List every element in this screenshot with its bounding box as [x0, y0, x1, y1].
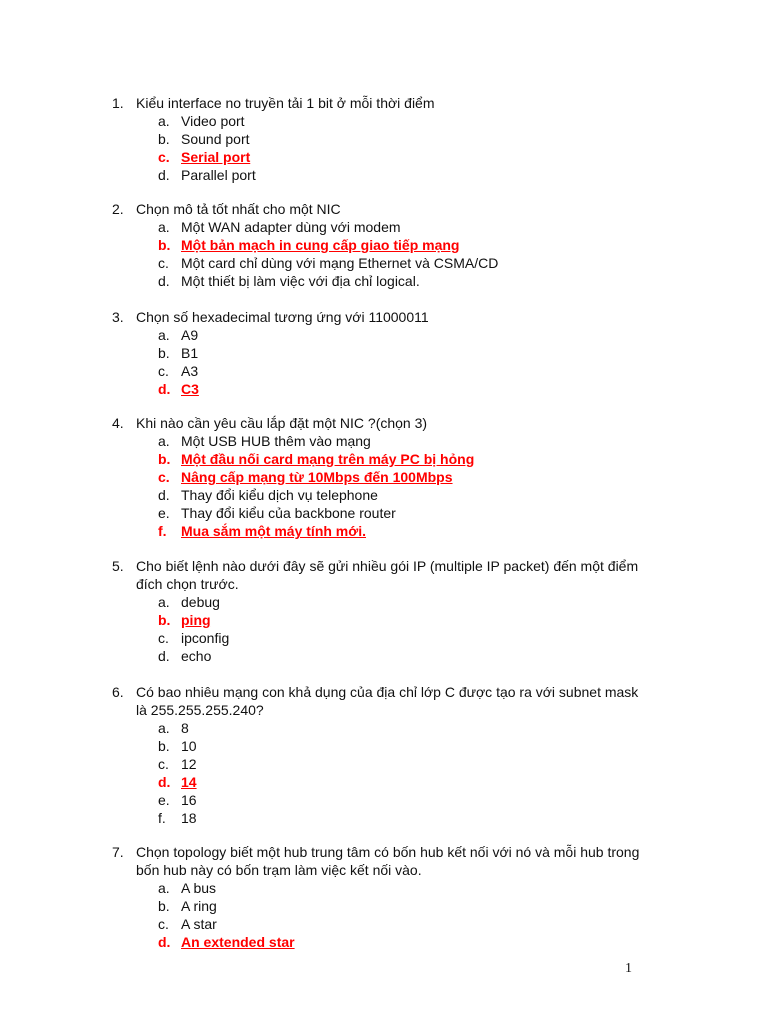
question-text: Khi nào cần yêu cầu lắp đặt một NIC ?(chọn 3) [136, 415, 428, 431]
option-text: B1 [181, 345, 199, 361]
option-text: 8 [181, 720, 189, 736]
option-text: 16 [181, 792, 197, 808]
question-number: 1. [112, 95, 124, 111]
question-text: Chọn mô tả tốt nhất cho một NIC [136, 201, 341, 217]
question-6 [0, 683, 768, 827]
option-letter: d. [158, 487, 170, 503]
answer-option [0, 897, 768, 915]
option-text: 10 [181, 738, 197, 754]
question-5 [0, 557, 768, 665]
answer-option-correct [0, 773, 768, 791]
answer-option-correct [0, 468, 768, 486]
answer-option [0, 809, 768, 827]
option-text: Thay đổi kiểu của backbone router [181, 505, 396, 521]
option-text: Nâng cấp mạng từ 10Mbps đến 100Mbps [181, 469, 453, 485]
answer-option-correct [0, 380, 768, 398]
option-letter: c. [158, 363, 169, 379]
question-text: Chọn topology biết một hub trung tâm có bốn hub kết nối với nó và mỗi hub trong [136, 844, 640, 860]
question-number: 3. [112, 309, 124, 325]
option-letter: f. [158, 810, 166, 826]
option-letter: b. [158, 237, 171, 253]
question-line [0, 861, 768, 879]
question-line [0, 557, 768, 575]
answer-option [0, 629, 768, 647]
option-text: Một đầu nối card mạng trên máy PC bị hỏng [181, 451, 475, 467]
question-number: 2. [112, 201, 124, 217]
question-4 [0, 414, 768, 540]
answer-option-correct [0, 450, 768, 468]
option-letter: c. [158, 255, 169, 271]
option-text: echo [181, 648, 212, 664]
answer-option [0, 326, 768, 344]
option-text: Sound port [181, 131, 250, 147]
option-letter: b. [158, 345, 170, 361]
question-number: 7. [112, 844, 124, 860]
question-number: 6. [112, 684, 124, 700]
answer-option [0, 719, 768, 737]
question-number: 5. [112, 558, 124, 574]
option-letter: a. [158, 219, 170, 235]
answer-option [0, 647, 768, 665]
question-3 [0, 308, 768, 398]
answer-option [0, 362, 768, 380]
question-2 [0, 200, 768, 290]
option-text: Serial port [181, 149, 251, 165]
answer-option [0, 218, 768, 236]
option-text: A9 [181, 327, 199, 343]
answer-option [0, 791, 768, 809]
question-text: bốn hub này có bốn trạm làm việc kết nối vào. [136, 862, 422, 878]
option-text: A ring [181, 898, 217, 914]
question-1 [0, 94, 768, 184]
option-text: Một bản mạch in cung cấp giao tiếp mạng [181, 237, 460, 253]
answer-option-correct [0, 933, 768, 951]
answer-option [0, 344, 768, 362]
option-letter: b. [158, 738, 170, 754]
page-number: 1 [625, 961, 632, 976]
option-letter: d. [158, 648, 170, 664]
answer-option [0, 879, 768, 897]
option-letter: a. [158, 880, 170, 896]
question-line [0, 683, 768, 701]
option-letter: f. [158, 523, 167, 539]
option-letter: c. [158, 630, 169, 646]
option-text: A bus [181, 880, 217, 896]
option-letter: c. [158, 469, 170, 485]
answer-option [0, 166, 768, 184]
option-text: 18 [181, 810, 197, 826]
option-text: Một thiết bị làm việc với địa chỉ logical. [181, 273, 420, 289]
option-letter: c. [158, 916, 169, 932]
option-letter: b. [158, 898, 170, 914]
option-letter: a. [158, 327, 170, 343]
question-line [0, 200, 768, 218]
question-text: đích chọn trước. [136, 576, 239, 592]
answer-option [0, 504, 768, 522]
option-text: Mua sắm một máy tính mới. [181, 523, 366, 539]
option-letter: b. [158, 451, 171, 467]
option-text: A3 [181, 363, 199, 379]
question-text: Cho biết lệnh nào dưới đây sẽ gửi nhiều gói IP (multiple IP packet) đến một điểm [136, 558, 639, 574]
option-letter: d. [158, 774, 171, 790]
answer-option [0, 130, 768, 148]
option-letter: d. [158, 167, 170, 183]
option-text: Parallel port [181, 167, 256, 183]
question-text: Chọn số hexadecimal tương ứng với 11000011 [136, 309, 429, 325]
option-text: A star [181, 916, 217, 932]
option-letter: e. [158, 792, 170, 808]
question-text: Kiểu interface no truyền tải 1 bit ở mỗi thời điểm [136, 95, 435, 111]
option-text: Một card chỉ dùng với mạng Ethernet và CSMA/CD [181, 255, 499, 271]
option-text: C3 [181, 381, 199, 397]
question-line [0, 843, 768, 861]
question-line [0, 701, 768, 719]
answer-option [0, 112, 768, 130]
option-letter: c. [158, 756, 169, 772]
question-line [0, 94, 768, 112]
option-text: ipconfig [181, 630, 230, 646]
question-text: là 255.255.255.240? [136, 702, 264, 718]
answer-option [0, 755, 768, 773]
option-text: debug [181, 594, 220, 610]
option-text: Một WAN adapter dùng với modem [181, 219, 401, 235]
answer-option [0, 915, 768, 933]
answer-option [0, 737, 768, 755]
option-letter: c. [158, 149, 170, 165]
option-text: An extended star [181, 934, 295, 950]
option-letter: a. [158, 594, 170, 610]
question-text: Có bao nhiêu mạng con khả dụng của địa chỉ lớp C được tạo ra với subnet mask [136, 684, 639, 700]
answer-option-correct [0, 522, 768, 540]
option-letter: d. [158, 273, 170, 289]
answer-option-correct [0, 611, 768, 629]
option-text: Video port [181, 113, 245, 129]
answer-option [0, 432, 768, 450]
question-line [0, 575, 768, 593]
answer-option [0, 593, 768, 611]
option-letter: d. [158, 934, 171, 950]
option-letter: a. [158, 113, 170, 129]
option-letter: b. [158, 131, 170, 147]
answer-option [0, 254, 768, 272]
answer-option-correct [0, 148, 768, 166]
option-text: Một USB HUB thêm vào mạng [181, 433, 371, 449]
answer-option-correct [0, 236, 768, 254]
option-letter: d. [158, 381, 171, 397]
question-number: 4. [112, 415, 124, 431]
option-text: ping [181, 612, 211, 628]
option-letter: a. [158, 433, 170, 449]
question-line [0, 414, 768, 432]
question-7 [0, 843, 768, 951]
question-line [0, 308, 768, 326]
option-text: 12 [181, 756, 197, 772]
answer-option [0, 486, 768, 504]
option-text: Thay đổi kiểu dịch vụ telephone [181, 487, 378, 503]
option-letter: a. [158, 720, 170, 736]
option-letter: b. [158, 612, 171, 628]
option-text: 14 [181, 774, 197, 790]
answer-option [0, 272, 768, 290]
option-letter: e. [158, 505, 170, 521]
